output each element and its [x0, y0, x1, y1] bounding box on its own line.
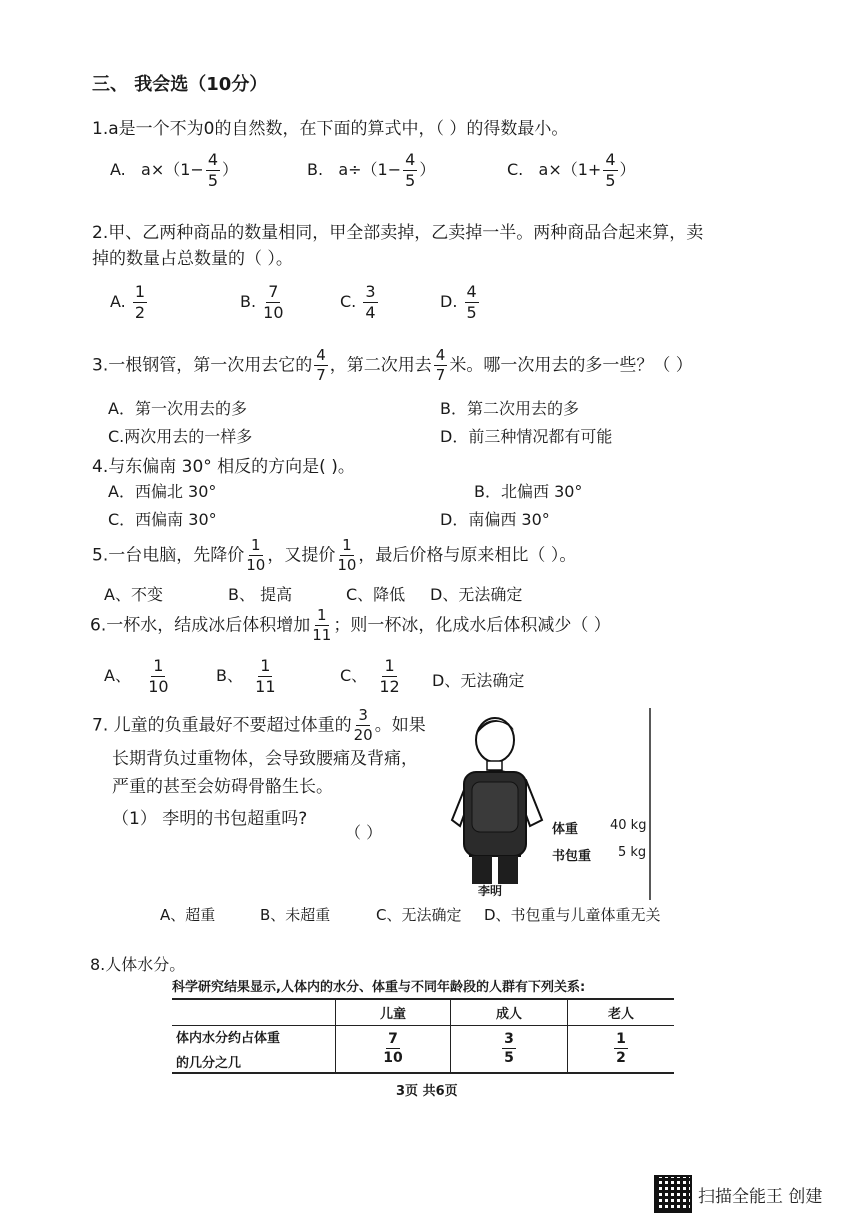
fraction: $\frac{1}{11}$: [312, 606, 332, 644]
right-leg: [498, 856, 518, 884]
fraction: $\frac{4}{7}$: [435, 346, 446, 384]
q3-option-d: D．前三种情况都有可能: [440, 427, 613, 446]
q4-option-b: B．北偏西 30°: [474, 482, 583, 501]
fraction: $\frac{3}{20}$: [353, 706, 373, 744]
fraction: $\frac{3}{5}$: [504, 1031, 514, 1066]
fraction: $\frac{1}{10}$: [337, 536, 357, 574]
bag-weight-label: 书包重: [552, 849, 592, 864]
q2-option-b: B. $\frac{7}{10}$: [240, 282, 284, 322]
bag-weight-value: 5 kg: [618, 845, 647, 860]
q7-option-a: A、超重: [160, 906, 216, 924]
fraction: $\frac{1}{2}$: [134, 282, 146, 322]
table-cell: [568, 1025, 675, 1073]
q6-option-b: B、 $\frac{1}{11}$: [216, 656, 276, 696]
weight-label: 体重: [552, 822, 579, 837]
left-leg: [472, 856, 492, 884]
table-header-cell: 儿童: [336, 999, 451, 1025]
q5-option-b: B、 提高: [228, 585, 293, 604]
fraction: $\frac{1}{11}$: [255, 656, 276, 696]
fraction: $\frac{4}{5}$: [605, 150, 616, 190]
fraction: $\frac{7}{10}$: [383, 1031, 403, 1066]
q4-option-c: C．西偏南 30°: [108, 510, 217, 529]
q3-option-c: C.两次用去的一样多: [108, 427, 253, 446]
table-header-cell: [172, 999, 336, 1025]
table-row: [172, 1025, 674, 1073]
q5-option-c: C、降低: [346, 585, 406, 604]
question-6-text: 6.一杯水，结成冰后体积增加 $\frac{1}{11}$ ；则一杯冰，化成水后体积减少（ ）: [90, 606, 611, 644]
q1-option-c: C. a×（1+ $\frac{4}{5}$ ）: [507, 150, 636, 190]
question-2-line2: 掉的数量占总数量的（ ）。: [92, 249, 293, 269]
question-7-line1: 7. 儿童的负重最好不要超过体重的 $\frac{3}{20}$ 。如果: [92, 706, 426, 744]
table-cell: [336, 1025, 451, 1073]
q6-option-c: C、 $\frac{1}{12}$: [340, 656, 400, 696]
q5-option-a: A、不变: [104, 585, 163, 604]
fraction: $\frac{7}{10}$: [263, 282, 284, 322]
scanner-watermark: 扫描全能王 创建: [698, 1187, 823, 1207]
table-header-row: [172, 999, 674, 1025]
q2-option-a: A. $\frac{1}{2}$: [110, 282, 146, 322]
table-row-label: 体内水分约占体重 的几分之几: [176, 1030, 281, 1071]
question-3-text: 3.一根钢管，第一次用去它的 $\frac{4}{7}$ ，第二次用去 $\frac{4}{7}$ 米。哪一次用去的多一些？（ ）: [92, 346, 693, 384]
fraction: $\frac{1}{12}$: [379, 656, 400, 696]
fraction: $\frac{4}{7}$: [316, 346, 326, 384]
q5-option-d: D、无法确定: [430, 585, 523, 604]
q3-option-a: A．第一次用去的多: [108, 399, 247, 418]
weight-value: 40 kg: [610, 818, 647, 833]
fraction: $\frac{4}{5}$: [466, 282, 477, 322]
qr-code-icon: [654, 1175, 692, 1213]
answer-blank: （ ）: [345, 823, 383, 842]
question-1-text: 1.a是一个不为0的自然数，在下面的算式中，（ ）的得数最小。: [92, 119, 569, 139]
question-7-line2: 长期背负过重物体，会导致腰痛及背痛，: [112, 749, 418, 769]
question-8-title: 8.人体水分。: [90, 955, 186, 974]
q6-option-d: D、无法确定: [432, 671, 525, 690]
q7-option-d: D、书包重与儿童体重无关: [484, 906, 661, 924]
backpack-pocket: [472, 782, 518, 832]
question-7-sub1: （1） 李明的书包超重吗?: [112, 809, 308, 829]
q4-option-a: A．西偏北 30°: [108, 482, 217, 501]
child-backpack-illustration: [450, 708, 660, 904]
question-2-line1: 2.甲、乙两种商品的数量相同，甲全部卖掉，乙卖掉一半。两种商品合起来算，卖: [92, 223, 704, 243]
page-number: 3页 共6页: [396, 1084, 458, 1099]
q1-option-b: B. a÷（1− $\frac{4}{5}$ ）: [307, 150, 436, 190]
q2-option-c: C. $\frac{3}{4}$: [340, 282, 376, 322]
fraction: $\frac{4}{5}$: [207, 150, 219, 190]
q1-option-a: A. a×（1− $\frac{4}{5}$ ）: [110, 150, 239, 190]
fraction: $\frac{1}{10}$: [148, 656, 169, 696]
fraction: $\frac{3}{4}$: [365, 282, 376, 322]
table-header-cell: 成人: [451, 999, 568, 1025]
q8-caption: 科学研究结果显示,人体内的水分、体重与不同年龄段的人群有下列关系:: [172, 980, 586, 995]
question-7-line3: 严重的甚至会妨碍骨骼生长。: [112, 777, 333, 797]
q3-option-b: B．第二次用去的多: [440, 399, 579, 418]
q2-option-d: D. $\frac{4}{5}$: [440, 282, 477, 322]
table-cell: [451, 1025, 568, 1073]
fraction: $\frac{4}{5}$: [405, 150, 416, 190]
q7-option-b: B、未超重: [260, 906, 331, 924]
neck: [487, 761, 502, 770]
fraction: $\frac{1}{2}$: [616, 1031, 626, 1066]
q6-option-a: A、 $\frac{1}{10}$: [104, 656, 169, 696]
person-name: 李明: [478, 884, 503, 898]
question-4-text: 4.与东偏南 30° 相反的方向是( )。: [92, 457, 355, 477]
question-5-text: 5.一台电脑，先降价 $\frac{1}{10}$ ，又提价 $\frac{1}{10}$ ，最后价格与原来相比（ ）。: [92, 536, 577, 574]
section-title: 三、 我会选（10分）: [92, 74, 268, 95]
q4-option-d: D．南偏西 30°: [440, 510, 550, 529]
fraction: $\frac{1}{10}$: [246, 536, 266, 574]
table-header-cell: 老人: [568, 999, 675, 1025]
water-ratio-table: [172, 998, 674, 1074]
q7-option-c: C、无法确定: [376, 906, 462, 924]
